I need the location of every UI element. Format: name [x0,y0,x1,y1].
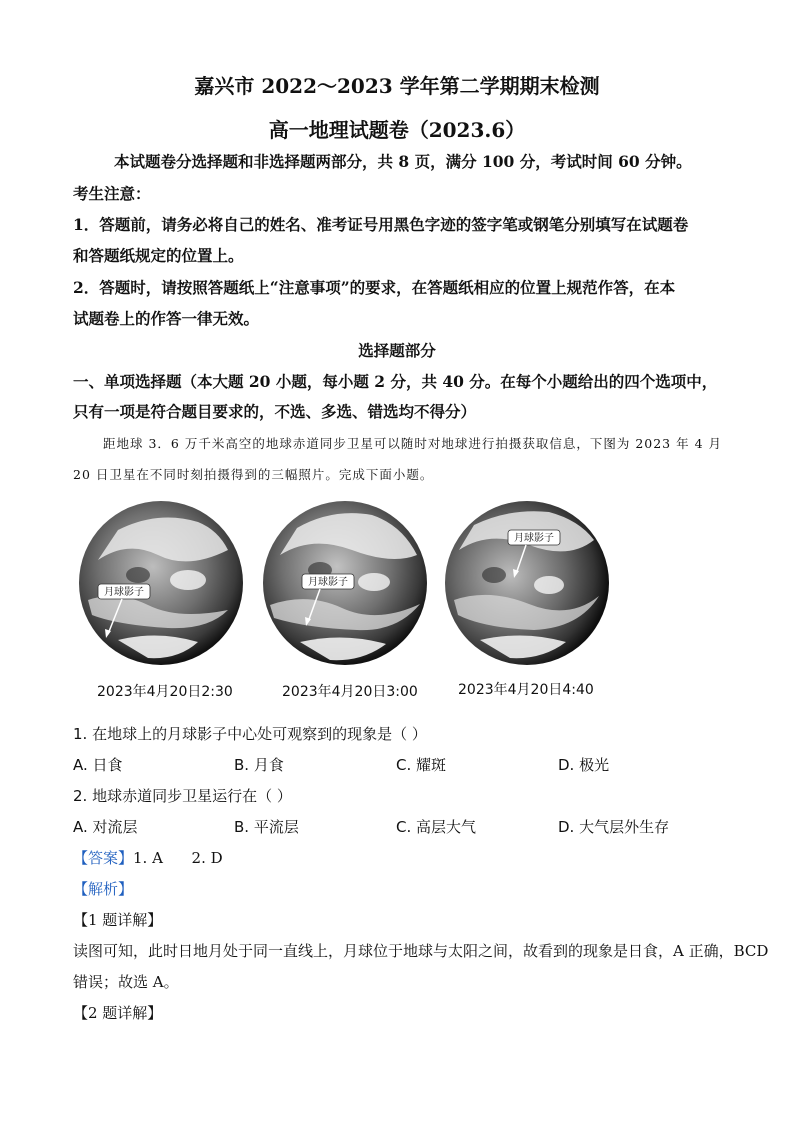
detail-2-label: 【2 题详解】 [73,1004,163,1022]
answer-label: 【答案】 [73,849,134,867]
shadow-label-2: 月球影子 [308,577,348,588]
part-heading-line2: 只有一项是符合题目要求的，不选、多选、错选均不得分） [73,402,477,421]
detail-1-label: 【1 题详解】 [73,911,163,929]
detail-1-line2: 错误；故选 A。 [73,973,179,991]
section-title: 选择题部分 [358,341,436,360]
question-2-stem: 2. 地球赤道同步卫星运行在（ ） [73,787,292,805]
earth-photo-3 [444,500,610,666]
notice-item-2-line2: 试题卷上的作答一律无效。 [73,309,260,328]
notice-heading: 考生注意： [73,184,151,203]
question-1-option-a: A. 日食 [73,756,123,774]
answer-row [73,847,223,868]
exam-title: 嘉兴市 2022～2023 学年第二学期期末检测 [194,74,600,98]
answer-text: 1. A 2. D [133,849,223,867]
question-stem-line1: 距地球 3．6 万千米高空的地球赤道同步卫星可以随时对地球进行拍摄获取信息，下图为 2023 年 4 月 [103,436,723,451]
shadow-label-3: 月球影子 [514,533,554,544]
question-2-option-b: B. 平流层 [234,818,299,836]
earth-photo-2 [262,500,428,666]
question-1-option-c: C. 耀斑 [396,756,447,774]
exam-subtitle: 高一地理试题卷（2023.6） [268,118,526,142]
figure-caption-2: 2023年4月20日3:00 [282,684,418,700]
question-2-option-d: D. 大气层外生存 [558,818,670,836]
figure-caption-3: 2023年4月20日4:40 [458,682,594,698]
question-2-option-a: A. 对流层 [73,818,138,836]
notice-item-1-line2: 和答题纸规定的位置上。 [73,246,244,265]
question-1-option-d: D. 极光 [558,756,610,774]
earth-photo-1 [78,500,244,666]
detail-1-line1: 读图可知，此时日地月处于同一直线上，月球位于地球与太阳之间，故看到的现象是日食，A 正确，BCD [73,942,769,960]
figure-caption-1: 2023年4月20日2:30 [97,684,233,700]
shadow-label-1: 月球影子 [104,587,144,598]
notice-item-1-line1: 1．答题前，请务必将自己的姓名、准考证号用黑色字迹的签字笔或钢笔分别填写在试题卷 [73,215,689,234]
question-1-option-b: B. 月食 [234,756,284,774]
question-1-stem: 1. 在地球上的月球影子中心处可观察到的现象是（ ） [73,725,427,743]
analysis-label: 【解析】 [73,880,134,898]
notice-item-2-line1: 2．答题时，请按照答题纸上“注意事项”的要求，在答题纸相应的位置上规范作答，在本 [73,278,676,297]
part-heading-line1: 一、单项选择题（本大题 20 小题，每小题 2 分，共 40 分。在每个小题给出的四个选项中， [73,372,718,391]
question-2-option-c: C. 高层大气 [396,818,477,836]
question-stem-line2: 20 日卫星在不同时刻拍摄得到的三幅照片。完成下面小题。 [73,467,434,482]
exam-intro: 本试题卷分选择题和非选择题两部分，共 8 页，满分 100 分，考试时间 60 分钟。 [114,152,692,171]
